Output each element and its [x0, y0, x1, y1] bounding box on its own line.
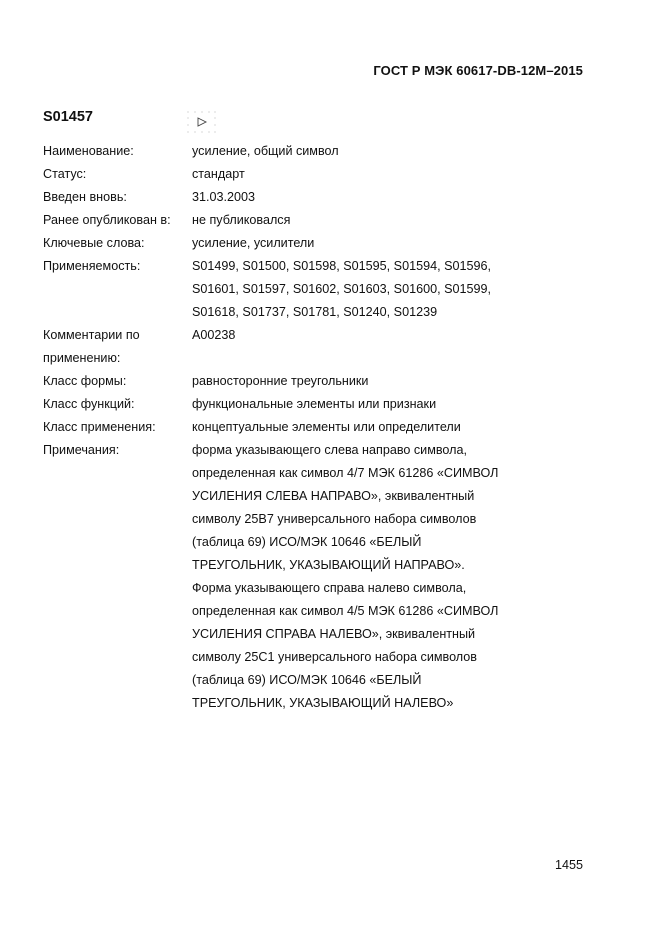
field-value: форма указывающего слева направо символа, определенная как символ 4/7 МЭК 61286 «СИМВОЛ УСИЛЕНИЯ СЛЕВА НАПРАВО», эквивалентный символу 25B7 универсального набора символов (таблица 69) ИСО/МЭК 10646 «БЕЛЫЙ ТРЕУГОЛЬНИК, УКАЗЫВАЮЩИЙ НАПРАВО». Форма указывающего справа налево символа, определенная как символ 4/5 МЭК 61286 «СИМВОЛ УСИЛЕНИЯ СПРАВА НАЛЕВО», эквивалентный символу 25C1 универсального набора символов (таблица 69) ИСО/МЭК 10646 «БЕЛЫЙ ТРЕУГОЛЬНИК, УКАЗЫВАЮЩИЙ НАЛЕВО» — [192, 443, 499, 710]
symbol-code: S01457 — [43, 109, 93, 125]
field-label: Применяемость: — [43, 259, 141, 273]
document-header: ГОСТ Р МЭК 60617-DB-12M–2015 — [373, 63, 583, 78]
field-label: Ранее опубликован в: — [43, 213, 171, 227]
field-label: Класс формы: — [43, 374, 127, 388]
field-value: усиление, общий символ — [192, 144, 339, 158]
field-value: S01499, S01500, S01598, S01595, S01594, S01596, S01601, S01597, S01602, S01603, S01600, S01599, S01618, S01737, S01781, S01240, S01239 — [192, 259, 492, 319]
field-row-status — [43, 163, 563, 186]
field-label: Введен вновь: — [43, 190, 127, 204]
field-row-name — [43, 140, 563, 163]
field-row-keywords — [43, 232, 563, 255]
page-number: 1455 — [554, 858, 583, 872]
field-value: функциональные элементы или признаки — [192, 397, 437, 411]
field-row-application-class — [43, 416, 563, 439]
field-value: концептуальные элементы или определители — [192, 420, 461, 434]
field-label: Класс применения: — [43, 420, 156, 434]
field-list — [43, 140, 563, 715]
field-label: Статус: — [43, 167, 87, 181]
field-row-shape-class — [43, 370, 563, 393]
field-value: не публиковался — [192, 213, 291, 227]
field-row-introduced — [43, 186, 563, 209]
field-row-comments — [43, 324, 563, 370]
field-row-applicability — [43, 255, 563, 324]
field-value: усиление, усилители — [192, 236, 315, 250]
field-value: равносторонние треугольники — [192, 374, 369, 388]
field-label: Комментарии по применению: — [43, 328, 140, 365]
field-label: Ключевые слова: — [43, 236, 145, 250]
field-label: Примечания: — [43, 443, 120, 457]
field-row-published — [43, 209, 563, 232]
field-value: 31.03.2003 — [192, 190, 256, 204]
field-label: Класс функций: — [43, 397, 135, 411]
field-value: A00238 — [192, 328, 236, 342]
amplifier-triangle-icon — [186, 110, 216, 134]
field-row-function-class — [43, 393, 563, 416]
field-row-notes — [43, 439, 563, 715]
field-label: Наименование: — [43, 144, 134, 158]
field-value: стандарт — [192, 167, 245, 181]
